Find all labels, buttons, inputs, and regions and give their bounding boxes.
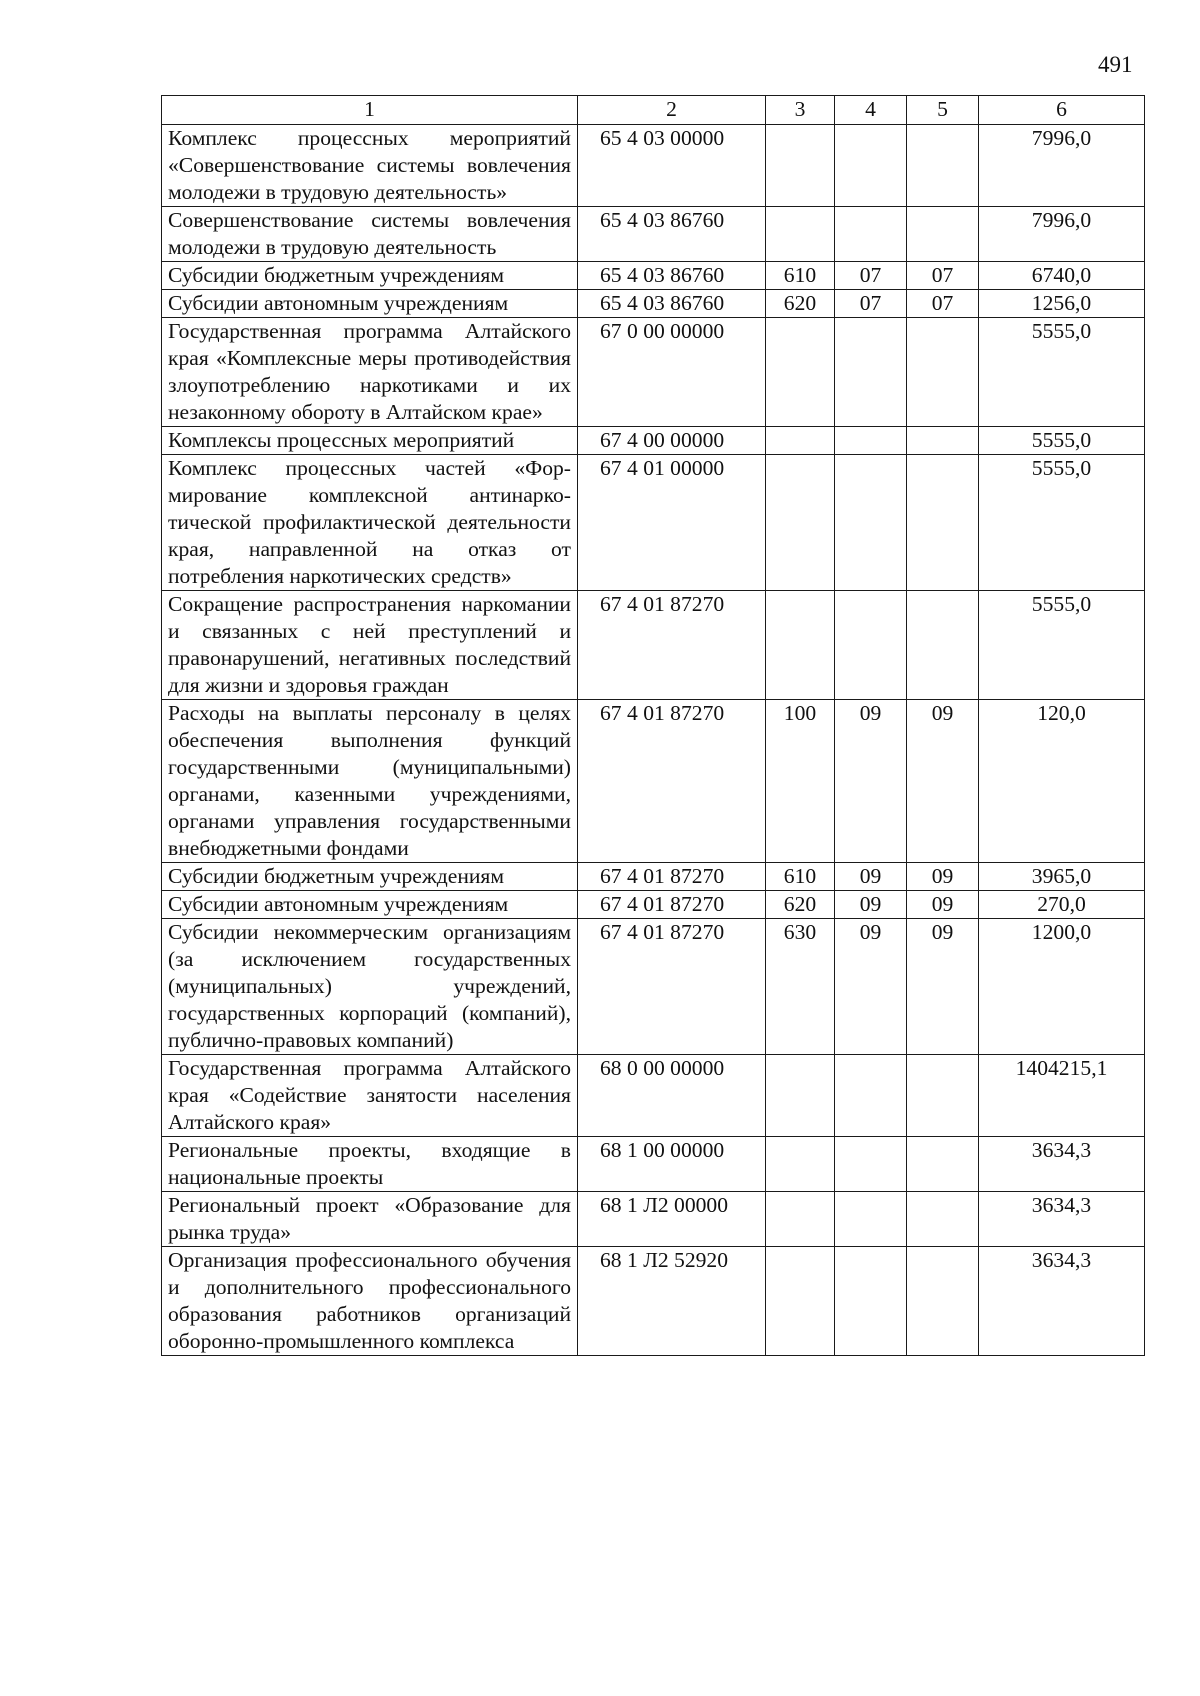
table-row <box>162 427 1145 455</box>
row-amount-cell: 3634,3 <box>979 1137 1145 1192</box>
row-col4-cell <box>835 207 907 262</box>
row-amount-cell: 6740,0 <box>979 262 1145 290</box>
row-code-cell: 65 4 03 00000 <box>578 125 766 207</box>
row-name-cell: Комплекс процессных частей «Формирование комплексной антинаркотической профилактической деятельности края, направленной на отказ от потребления наркотических средств» <box>162 455 578 591</box>
row-name-cell: Субсидии автономным учреждениям <box>162 290 578 318</box>
row-amount-cell: 3965,0 <box>979 863 1145 891</box>
row-col3-cell: 620 <box>766 290 835 318</box>
table-row <box>162 1192 1145 1247</box>
row-col3-cell <box>766 591 835 700</box>
row-col3-cell <box>766 318 835 427</box>
column-header-3: 3 <box>766 96 835 125</box>
row-code-cell: 65 4 03 86760 <box>578 262 766 290</box>
row-col5-cell: 09 <box>907 891 979 919</box>
row-col4-cell <box>835 427 907 455</box>
row-col4-cell <box>835 1055 907 1137</box>
row-code-cell: 65 4 03 86760 <box>578 290 766 318</box>
row-name-cell: Совершенствование системы вовлечения молодежи в трудовую деятельность <box>162 207 578 262</box>
table-row <box>162 318 1145 427</box>
row-col3-cell <box>766 455 835 591</box>
row-col4-cell: 07 <box>835 262 907 290</box>
budget-table <box>161 95 1145 1356</box>
row-amount-cell: 1200,0 <box>979 919 1145 1055</box>
row-col4-cell <box>835 1137 907 1192</box>
row-col5-cell <box>907 1247 979 1356</box>
table-row <box>162 207 1145 262</box>
row-amount-cell: 7996,0 <box>979 125 1145 207</box>
row-amount-cell: 5555,0 <box>979 591 1145 700</box>
row-code-cell: 68 1 Л2 00000 <box>578 1192 766 1247</box>
row-col3-cell <box>766 1247 835 1356</box>
table-row <box>162 919 1145 1055</box>
row-col4-cell: 09 <box>835 700 907 863</box>
row-amount-cell: 1256,0 <box>979 290 1145 318</box>
row-col4-cell <box>835 1247 907 1356</box>
row-col4-cell: 07 <box>835 290 907 318</box>
row-col5-cell: 09 <box>907 700 979 863</box>
row-code-cell: 67 4 01 87270 <box>578 891 766 919</box>
row-amount-cell: 3634,3 <box>979 1247 1145 1356</box>
row-amount-cell: 1404215,1 <box>979 1055 1145 1137</box>
row-col3-cell <box>766 125 835 207</box>
row-code-cell: 67 0 00 00000 <box>578 318 766 427</box>
row-name-cell: Региональные проекты, входящие в национальные проекты <box>162 1137 578 1192</box>
column-header-5: 5 <box>907 96 979 125</box>
column-header-4: 4 <box>835 96 907 125</box>
row-amount-cell: 3634,3 <box>979 1192 1145 1247</box>
row-col5-cell <box>907 1137 979 1192</box>
row-col5-cell: 09 <box>907 919 979 1055</box>
row-amount-cell: 5555,0 <box>979 318 1145 427</box>
row-code-cell: 68 0 00 00000 <box>578 1055 766 1137</box>
row-col5-cell: 07 <box>907 262 979 290</box>
row-name-cell: Региональный проект «Образование для рынка труда» <box>162 1192 578 1247</box>
row-name-cell: Комплекс процессных мероприятий «Совершенствование системы вовлечения молодежи в трудовую деятельность» <box>162 125 578 207</box>
table-header-row <box>162 96 1145 125</box>
page-number: 491 <box>1098 52 1133 77</box>
row-col4-cell <box>835 1192 907 1247</box>
table-row <box>162 1137 1145 1192</box>
column-header-1: 1 <box>162 96 578 125</box>
table-row <box>162 591 1145 700</box>
row-amount-cell: 5555,0 <box>979 427 1145 455</box>
row-col3-cell <box>766 1137 835 1192</box>
row-col5-cell: 09 <box>907 863 979 891</box>
row-col5-cell <box>907 427 979 455</box>
table-row <box>162 290 1145 318</box>
row-name-cell: Сокращение распространения наркомании и связанных с ней преступлений и правонарушений, негативных последствий для жизни и здоровья граждан <box>162 591 578 700</box>
row-col4-cell: 09 <box>835 919 907 1055</box>
row-code-cell: 65 4 03 86760 <box>578 207 766 262</box>
row-col4-cell: 09 <box>835 863 907 891</box>
row-code-cell: 67 4 01 87270 <box>578 919 766 1055</box>
row-name-cell: Организация профессионального обучения и дополнительного профессионального образования работников организаций оборонно-промышленного комплекса <box>162 1247 578 1356</box>
row-col3-cell: 100 <box>766 700 835 863</box>
row-col3-cell <box>766 427 835 455</box>
row-amount-cell: 5555,0 <box>979 455 1145 591</box>
row-amount-cell: 270,0 <box>979 891 1145 919</box>
row-code-cell: 68 1 Л2 52920 <box>578 1247 766 1356</box>
row-amount-cell: 7996,0 <box>979 207 1145 262</box>
row-code-cell: 67 4 01 87270 <box>578 863 766 891</box>
row-name-cell: Расходы на выплаты персоналу в целях обеспечения выполнения функций государственными (муниципальными) органами, казенными учреждениями, органами управления государственными внебюджетными фондами <box>162 700 578 863</box>
row-name-cell: Государственная программа Алтайского края «Комплексные меры противодействия злоупотреблению наркотиками и их незаконному обороту в Алтайском крае» <box>162 318 578 427</box>
row-col5-cell <box>907 1055 979 1137</box>
row-col4-cell <box>835 125 907 207</box>
row-col3-cell: 620 <box>766 891 835 919</box>
row-name-cell: Субсидии некоммерческим организациям (за исключением государственных (муниципальных) учреждений, государственных корпораций (компаний), публично-правовых компаний) <box>162 919 578 1055</box>
column-header-2: 2 <box>578 96 766 125</box>
row-col4-cell: 09 <box>835 891 907 919</box>
table-row <box>162 1055 1145 1137</box>
row-col3-cell: 610 <box>766 863 835 891</box>
row-name-cell: Субсидии бюджетным учреждениям <box>162 262 578 290</box>
table-row <box>162 125 1145 207</box>
row-code-cell: 67 4 01 00000 <box>578 455 766 591</box>
row-code-cell: 68 1 00 00000 <box>578 1137 766 1192</box>
column-header-6: 6 <box>979 96 1145 125</box>
row-col3-cell <box>766 1055 835 1137</box>
row-code-cell: 67 4 01 87270 <box>578 700 766 863</box>
table-row <box>162 863 1145 891</box>
row-name-cell: Комплексы процессных мероприятий <box>162 427 578 455</box>
row-col3-cell: 610 <box>766 262 835 290</box>
row-col3-cell <box>766 207 835 262</box>
table-row <box>162 700 1145 863</box>
row-col3-cell <box>766 1192 835 1247</box>
row-col5-cell <box>907 125 979 207</box>
row-col5-cell <box>907 591 979 700</box>
row-col4-cell <box>835 591 907 700</box>
row-col5-cell <box>907 1192 979 1247</box>
row-col4-cell <box>835 318 907 427</box>
row-col4-cell <box>835 455 907 591</box>
row-col5-cell <box>907 207 979 262</box>
row-name-cell: Субсидии автономным учреждениям <box>162 891 578 919</box>
row-code-cell: 67 4 00 00000 <box>578 427 766 455</box>
row-code-cell: 67 4 01 87270 <box>578 591 766 700</box>
row-col3-cell: 630 <box>766 919 835 1055</box>
table-row <box>162 455 1145 591</box>
table-row <box>162 1247 1145 1356</box>
row-col5-cell <box>907 455 979 591</box>
table-row <box>162 262 1145 290</box>
row-name-cell: Субсидии бюджетным учреждениям <box>162 863 578 891</box>
row-col5-cell: 07 <box>907 290 979 318</box>
row-col5-cell <box>907 318 979 427</box>
table-row <box>162 891 1145 919</box>
row-amount-cell: 120,0 <box>979 700 1145 863</box>
row-name-cell: Государственная программа Алтайского края «Содействие занятости населения Алтайского края» <box>162 1055 578 1137</box>
table-body <box>162 125 1145 1356</box>
